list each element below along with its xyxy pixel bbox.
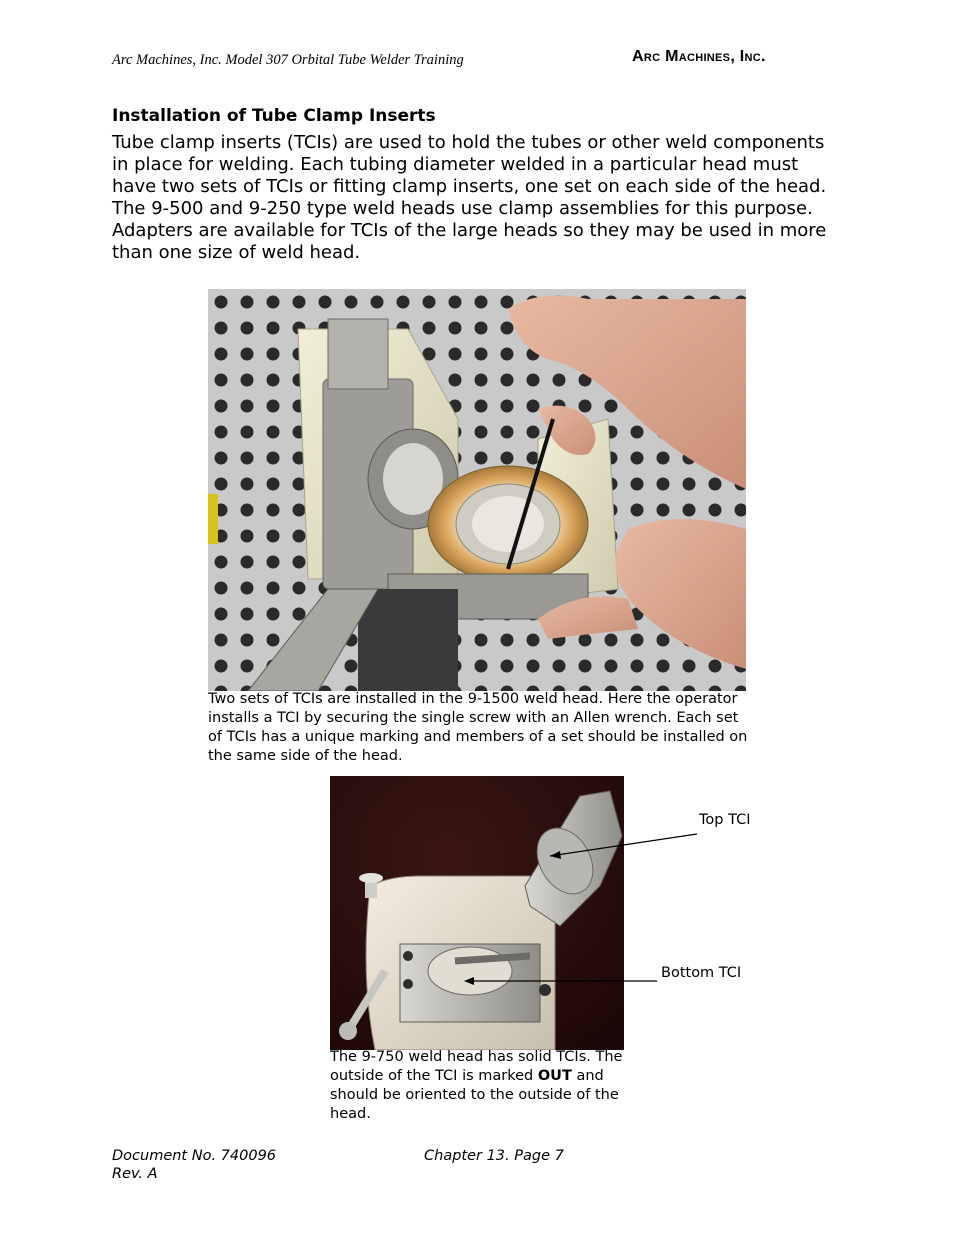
figure2-caption-text: The 9-750 weld head has solid TCIs. The outside of the TCI is marked xyxy=(330,1049,623,1084)
footer-document-info xyxy=(112,1147,276,1183)
photo-tci-installation xyxy=(208,289,746,691)
photo-9-750-weld-head xyxy=(330,776,624,1050)
footer-chapter-page: Chapter 13. Page 7 xyxy=(424,1148,564,1164)
running-header-title: Arc Machines, Inc. Model 307 Orbital Tube Welder Training xyxy=(112,52,464,68)
callout-top-tci: Top TCI xyxy=(699,812,751,828)
figure1-caption: Two sets of TCIs are installed in the 9-1500 weld head. Here the operator installs a TCI by securing the single screw with an Allen wrench. Each set of TCIs has a unique marking and members of a set should be installed on the same side of the head. xyxy=(208,691,748,764)
section-title: Installation of Tube Clamp Inserts xyxy=(112,106,436,126)
body-paragraph: Tube clamp inserts (TCIs) are used to hold the tubes or other weld components in place for welding. Each tubing diameter welded in a particular head must have two sets of TCIs or fitting clamp inserts, one set on each side of the head. The 9-500 and 9-250 type weld heads use clamp assemblies for this purpose. Adapters are available for TCIs of the large heads so they may be used in more than one size of weld head. xyxy=(112,132,827,263)
footer-revision: Rev. A xyxy=(112,1166,158,1182)
footer-document-number: Document No. 740096 xyxy=(112,1148,277,1164)
callout-bottom-tci: Bottom TCI xyxy=(661,965,742,981)
figure2-caption-out-mark: OUT xyxy=(537,1068,572,1084)
figure2-caption-text-end: and should be oriented to the outside of the head. xyxy=(330,1068,619,1122)
company-logo-text: Arc Machines, Inc. xyxy=(632,48,766,65)
figure2-caption xyxy=(330,1048,630,1124)
